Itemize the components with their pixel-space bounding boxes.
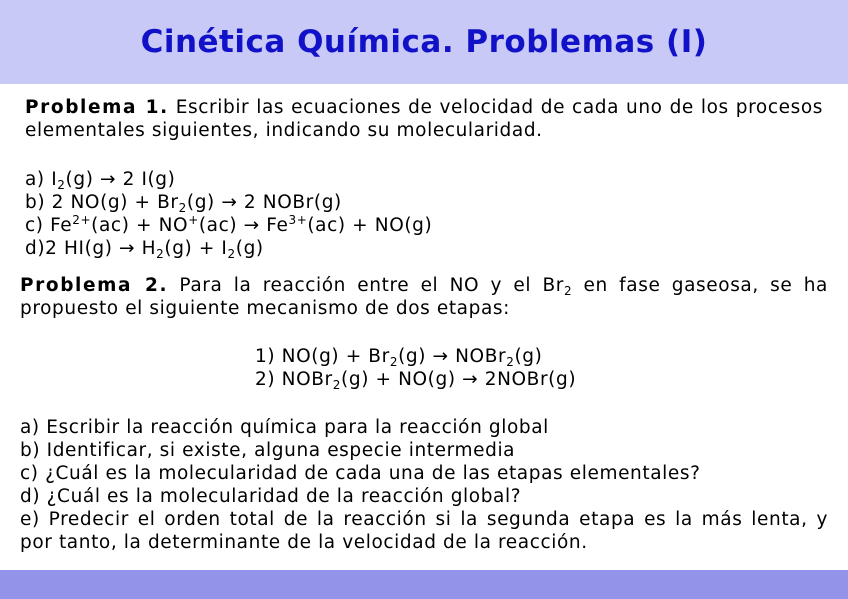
question-d: d) ¿Cuál es la molecularidad de la reacción global? bbox=[20, 486, 522, 507]
question-a: a) Escribir la reacción química para la reacción global bbox=[20, 417, 549, 438]
question-c: c) ¿Cuál es la molecularidad de cada una de las etapas elementales? bbox=[20, 463, 701, 484]
mechanism-step-2: 2) NOBr$_2$(g) + NO(g) → 2NOBr(g) bbox=[255, 369, 577, 392]
reaction-b: b) 2 $NO(g) + Br_2(g) \to 2$ NOBr(g) bbox=[25, 192, 342, 215]
problem-2-label: Problema 2. bbox=[20, 275, 169, 296]
reaction-d: d)2 $HI(g) \to H_2(g) + I_2(g)$ bbox=[25, 238, 264, 261]
problem-2-statement: Problema 2. Para la reacción entre el NO y el $Br_2$ en fase gaseosa, se ha propuesto el siguiente mecanismo de dos etapas: bbox=[20, 275, 828, 319]
question-b: b) Identificar, si existe, alguna especie intermedia bbox=[20, 440, 516, 461]
reaction-a: a) $I_2(g) \to 2$ I(g) bbox=[25, 169, 176, 192]
problem-1-text: Escribir las ecuaciones de velocidad de cada uno de los procesos elementales siguientes, indicando su molecularidad. bbox=[25, 97, 823, 141]
problem-1-statement bbox=[25, 96, 823, 142]
page-title: Cinética Química. Problemas (I) bbox=[140, 24, 708, 60]
footer-band bbox=[0, 570, 848, 599]
question-e: e) Predecir el orden total de la reacción si la segunda etapa es la más lenta, y por tanto, la determinante de la velocidad de la reacción. bbox=[20, 509, 828, 553]
problem-1-label: Problema 1. bbox=[25, 97, 169, 118]
mechanism-step-1: 1) $NO(g) + Br_2(g)$ → NOBr$_2$(g) bbox=[255, 346, 543, 369]
reaction-c: c) $Fe^{2+}(ac) + NO^+(ac) \to Fe^{3+}(ac) + NO(g)$ bbox=[25, 213, 433, 236]
